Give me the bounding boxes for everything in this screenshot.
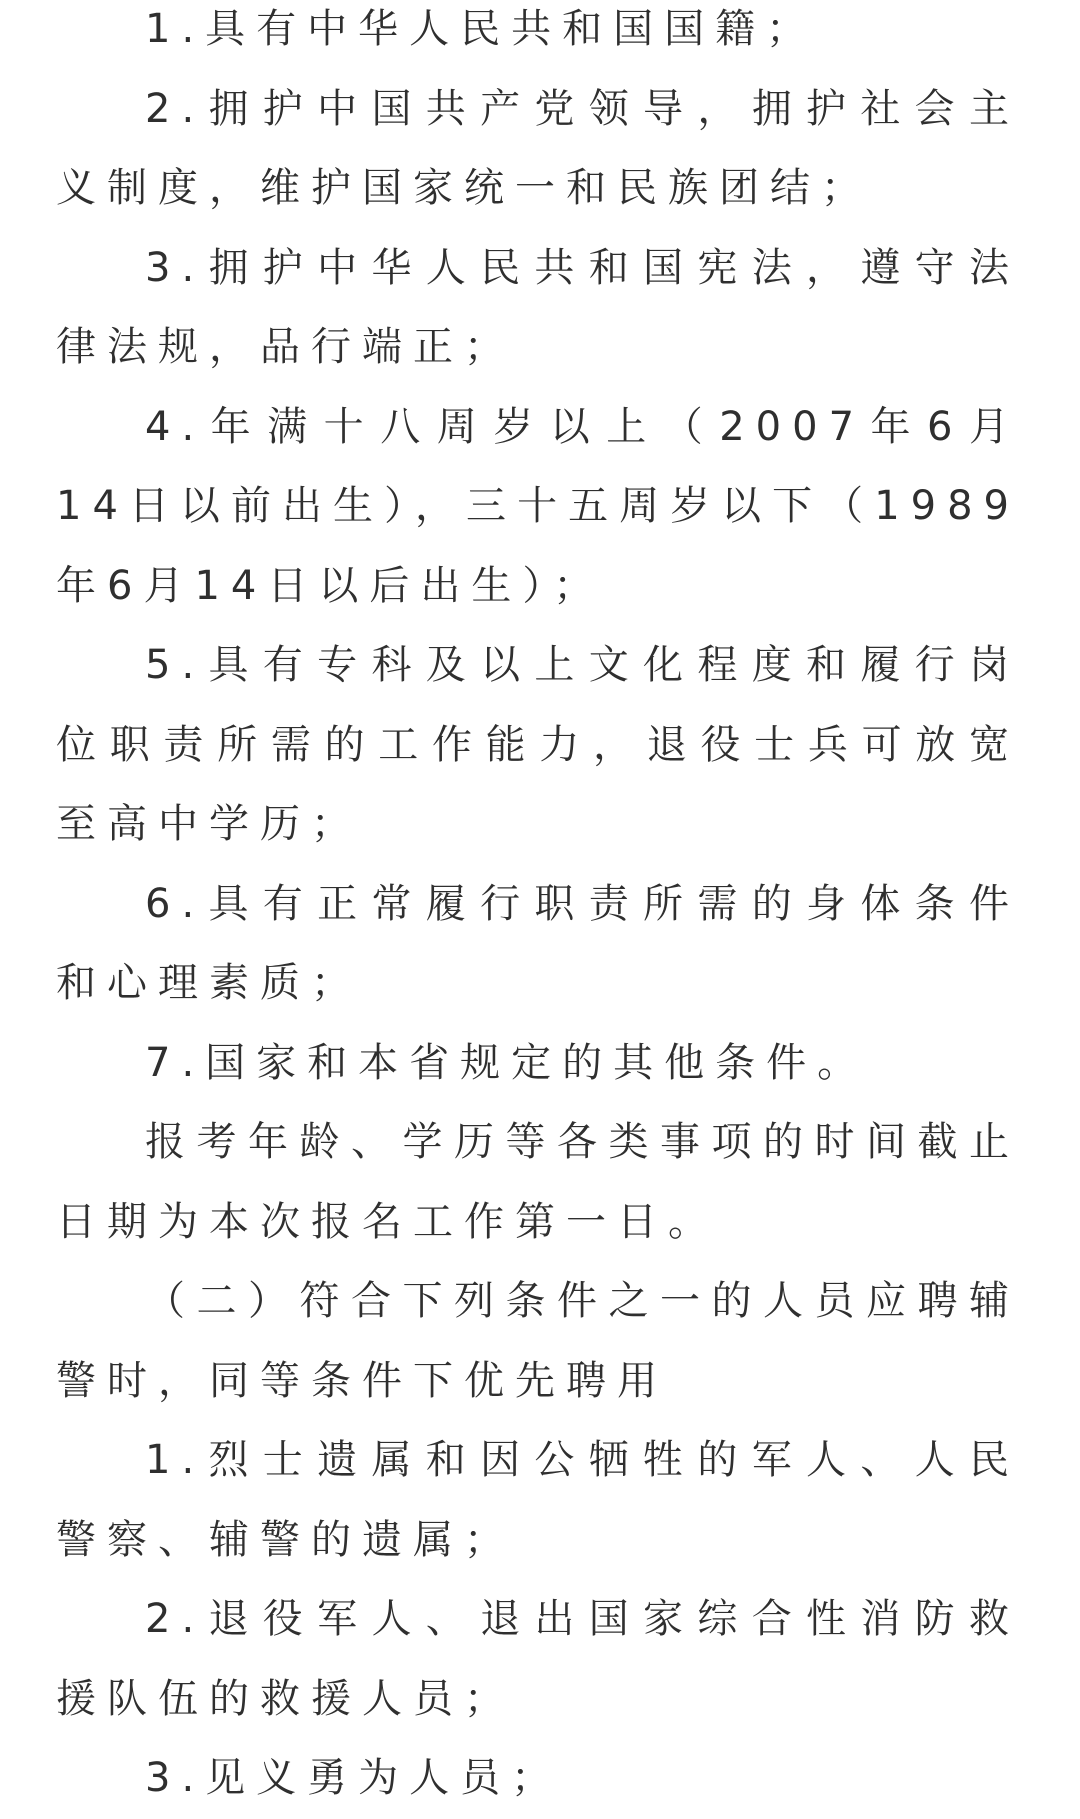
paragraph-priority-1-martyr-families: 1.烈士遗属和因公牺牲的军人、人民警察、辅警的遗属； — [56, 1437, 1020, 1563]
paragraph-condition-1-nationality: 1.具有中华人民共和国国籍； — [145, 6, 818, 52]
paragraph-deadline-note: 报考年龄、学历等各类事项的时间截止日期为本次报名工作第一日。 — [56, 1119, 1020, 1245]
paragraph-condition-3-constitution: 3.拥护中华人民共和国宪法，遵守法律法规，品行端正； — [56, 244, 1020, 370]
paragraph-condition-6-health: 6.具有正常履行职责所需的身体条件和心理素质； — [56, 880, 1020, 1006]
paragraph-condition-5-education: 5.具有专科及以上文化程度和履行岗位职责所需的工作能力，退役士兵可放宽至高中学历； — [56, 642, 1020, 847]
section-heading-priority: （二）符合下列条件之一的人员应聘辅警时，同等条件下优先聘用 — [56, 1278, 1020, 1404]
paragraph-condition-4-age: 4.年满十八周岁以上（2007年6月14日以前出生），三十五周岁以下（1989年6月14日以后出生）； — [56, 403, 1020, 609]
document-body — [56, 0, 1020, 1819]
paragraph-condition-2-support-leadership: 2.拥护中国共产党领导，拥护社会主义制度，维护国家统一和民族团结； — [56, 85, 1020, 211]
paragraph-priority-3-heroes: 3.见义勇为人员； — [145, 1755, 563, 1801]
paragraph-condition-7-other: 7.国家和本省规定的其他条件。 — [145, 1039, 869, 1086]
paragraph-priority-2-veterans: 2.退役军人、退出国家综合性消防救援队伍的救援人员； — [56, 1596, 1020, 1722]
